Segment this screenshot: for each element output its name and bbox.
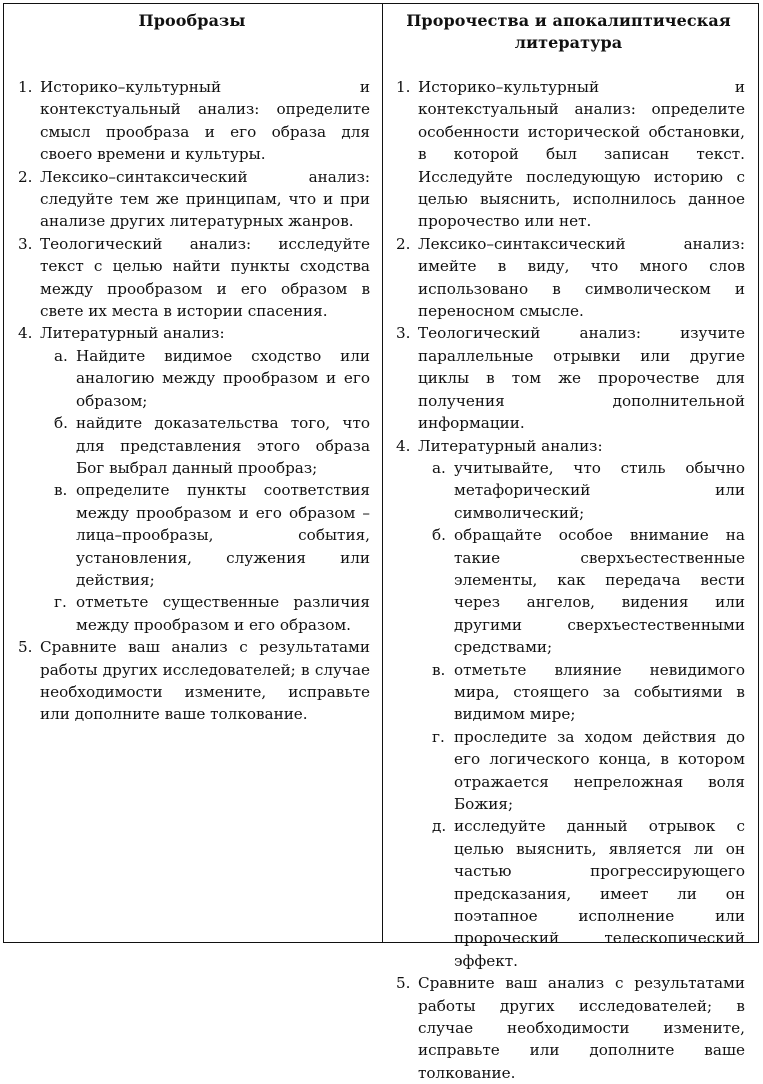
item-text: Литературный анализ:	[40, 324, 225, 343]
list-item	[14, 322, 370, 344]
sub-text: найдите доказательства того, что для представления этого образа Бог выбрал данный прообраз;	[76, 414, 370, 477]
column-prophecy	[383, 4, 757, 1082]
sub-list	[40, 345, 370, 636]
list-item	[14, 76, 370, 166]
item-number: 4.	[396, 436, 411, 455]
column-prototypes	[4, 4, 383, 942]
item-text: Лексико–синтаксический анализ: имейте в виду, что много слов использовано в символическом и переносном смысле.	[418, 234, 745, 321]
sub-letter: б.	[54, 414, 68, 433]
list-item	[14, 233, 370, 323]
sub-letter: д.	[432, 817, 447, 836]
sub-item	[418, 726, 745, 816]
column-title: Пророчества и апокалиптическая литература	[406, 11, 731, 52]
sub-item	[40, 412, 370, 479]
sub-letter: г.	[54, 593, 67, 612]
item-text: Историко–культурный и контекстуальный анализ: определите смысл прообраза и его образа для своего времени и культуры.	[40, 78, 370, 164]
item-number: 1.	[396, 78, 411, 96]
comparison-table	[3, 3, 759, 1082]
item-text: Историко–культурный и контекстуальный анализ: определите особенности исторической обстановки, в которой был записан текст. Исследуйте последующую историю с целью выяснить, исполнилось данное пророчество или нет.	[418, 78, 745, 231]
sub-text: исследуйте данный отрывок с целью выяснить, является ли он частью прогрессирующего предсказания, имеет ли он поэтапное исполнение или пророческий телескопический эффект.	[454, 817, 745, 970]
sub-letter: в.	[54, 481, 68, 500]
item-list	[392, 76, 745, 1084]
sub-item	[40, 345, 370, 412]
list-item	[392, 435, 745, 457]
sub-item	[418, 457, 745, 524]
item-number: 2.	[18, 167, 33, 186]
sub-text: обращайте особое внимание на такие сверхъестественные элементы, как передача вести через ангелов, видения или другими сверхъестественными средствами;	[454, 526, 745, 657]
list-item	[14, 636, 370, 726]
item-text: Сравните ваш анализ с результатами работы других исследователей; в случае необходимости измените, исправьте или дополните ваше толкование.	[418, 974, 745, 1082]
item-text: Теологический анализ: изучите параллельные отрывки или другие циклы в том же пророчестве для получения дополнительной информации.	[418, 324, 745, 433]
item-number: 3.	[396, 324, 411, 343]
column-title: Прообразы	[138, 11, 246, 30]
sub-item	[40, 479, 370, 591]
list-item	[14, 166, 370, 233]
item-list	[14, 76, 370, 726]
item-number: 5.	[396, 974, 411, 993]
sub-list	[418, 457, 745, 972]
list-item	[392, 972, 745, 1084]
sub-letter: а.	[54, 346, 68, 365]
sub-text: отметьте влияние невидимого мира, стоящего за событиями в видимом мире;	[454, 660, 745, 724]
sub-letter: в.	[432, 660, 446, 679]
sub-item	[418, 815, 745, 972]
item-number: 3.	[18, 234, 33, 253]
item-number: 5.	[18, 638, 33, 657]
sub-text: Найдите видимое сходство или аналогию между прообразом и его образом;	[76, 346, 370, 410]
item-text: Лексико–синтаксический анализ: следуйте тем же принципам, что и при анализе других литературных жанров.	[40, 167, 370, 231]
list-item	[392, 322, 745, 434]
sub-letter: г.	[432, 727, 445, 746]
list-item	[392, 233, 745, 323]
list-item	[392, 76, 745, 233]
item-text: Литературный анализ:	[418, 436, 603, 455]
sub-text: учитывайте, что стиль обычно метафорический или символический;	[454, 458, 745, 522]
sub-letter: б.	[432, 526, 446, 545]
sub-text: отметьте существенные различия между прообразом и его образом.	[76, 593, 370, 634]
sub-text: проследите за ходом действия до его логического конца, в котором отражается непреложная воля Божия;	[454, 727, 745, 813]
item-number: 1.	[18, 78, 33, 96]
item-text: Сравните ваш анализ с результатами работы других исследователей; в случае необходимости измените, исправьте или дополните ваше толкование.	[40, 638, 370, 724]
sub-item	[418, 659, 745, 726]
sub-text: определите пункты соответствия между прообразом и его образом – лица–прообразы, события, установления, служения или действия;	[76, 481, 370, 589]
item-number: 2.	[396, 234, 411, 253]
sub-letter: а.	[432, 458, 446, 477]
sub-item	[40, 591, 370, 636]
item-number: 4.	[18, 324, 33, 343]
item-text: Теологический анализ: исследуйте текст с целью найти пункты сходства между прообразом и его образом в свете их места в истории спасения.	[40, 234, 370, 321]
sub-item	[418, 524, 745, 658]
